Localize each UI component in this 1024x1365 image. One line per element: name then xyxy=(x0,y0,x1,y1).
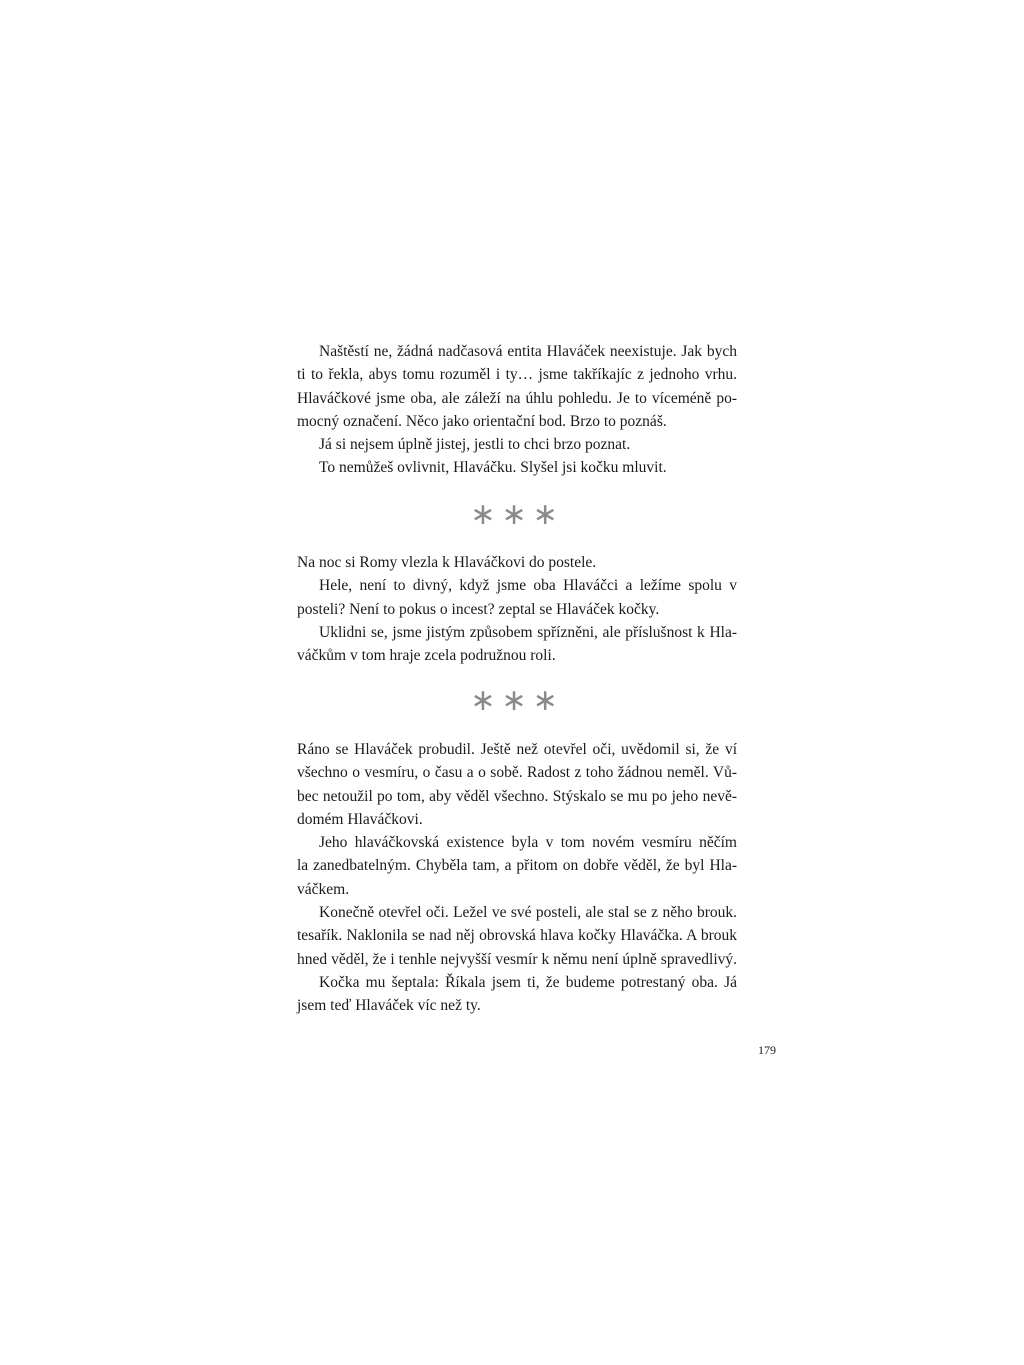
text-line: všechno o vesmíru, o času a o sobě. Radost z toho žádnou neměl. Vů- xyxy=(297,764,737,782)
section-separator: ∗∗∗ xyxy=(470,497,564,532)
text-line: váčkům v tom hraje zcela podružnou roli. xyxy=(297,647,556,665)
text-line: Jeho hlaváčkovská existence byla v tom novém vesmíru něčím xyxy=(319,834,737,852)
text-line: domém Hlaváčkovi. xyxy=(297,810,423,828)
text-line: Naštěstí ne, žádná nadčasová entita Hlaváček neexistuje. Jak bych xyxy=(319,343,737,360)
text-line: la zanedbatelným. Chyběla tam, a přitom on dobře věděl, že byl Hla- xyxy=(297,857,737,875)
section-separator: ∗∗∗ xyxy=(470,683,564,718)
text-line: posteli? Není to pokus o incest? zeptal se Hlaváček kočky. xyxy=(297,600,660,618)
text-line: Já si nejsem úplně jistej, jestli to chci brzo poznat. xyxy=(319,436,631,454)
text-line: Konečně otevřel oči. Ležel ve své posteli, ale stal se z něho brouk. xyxy=(319,904,737,922)
text-line: jsem teď Hlaváček víc než ty. xyxy=(297,997,481,1015)
text-line: bec netoužil po tom, aby věděl všechno. Stýskalo se mu po jeho nevě- xyxy=(297,787,737,805)
text-line: Hlaváčkové jsme oba, ale záleží na úhlu pohledu. Je to víceméně po- xyxy=(297,389,737,407)
text-line: To nemůžeš ovlivnit, Hlaváčku. Slyšel jsi kočku mluvit. xyxy=(319,459,667,477)
text-line: Na noc si Romy vlezla k Hlaváčkovi do postele. xyxy=(297,554,597,571)
paragraph-block-3 xyxy=(297,738,737,1018)
text-line: ti to řekla, abys tomu rozuměl i ty… jsme takříkajíc z jednoho vrhu. xyxy=(297,366,737,384)
page-number: 179 xyxy=(758,1043,776,1057)
text-line: Hele, není to divný, když jsme oba Hlaváčci a ležíme spolu v xyxy=(319,577,737,595)
text-line: Ráno se Hlaváček probudil. Ještě než otevřel oči, uvědomil si, že ví xyxy=(297,741,737,758)
text-line: Uklidni se, jsme jistým způsobem spřízněni, ale příslušnost k Hla- xyxy=(319,623,737,641)
text-line: Kočka mu šeptala: Říkala jsem ti, že budeme potrestaný oba. Já xyxy=(319,973,737,991)
paragraph-block-1 xyxy=(297,340,737,480)
text-line: mocný označení. Něco jako orientační bod. Brzo to poznáš. xyxy=(297,412,667,430)
text-line: váčkem. xyxy=(297,880,350,898)
text-line: tesařík. Naklonila se nad něj obrovská hlava kočky Hlaváčka. A brouk xyxy=(297,927,737,945)
text-line: hned věděl, že i tenhle nejvyšší vesmír k němu není úplně spravedlivý. xyxy=(297,950,737,968)
paragraph-block-2 xyxy=(297,551,737,667)
